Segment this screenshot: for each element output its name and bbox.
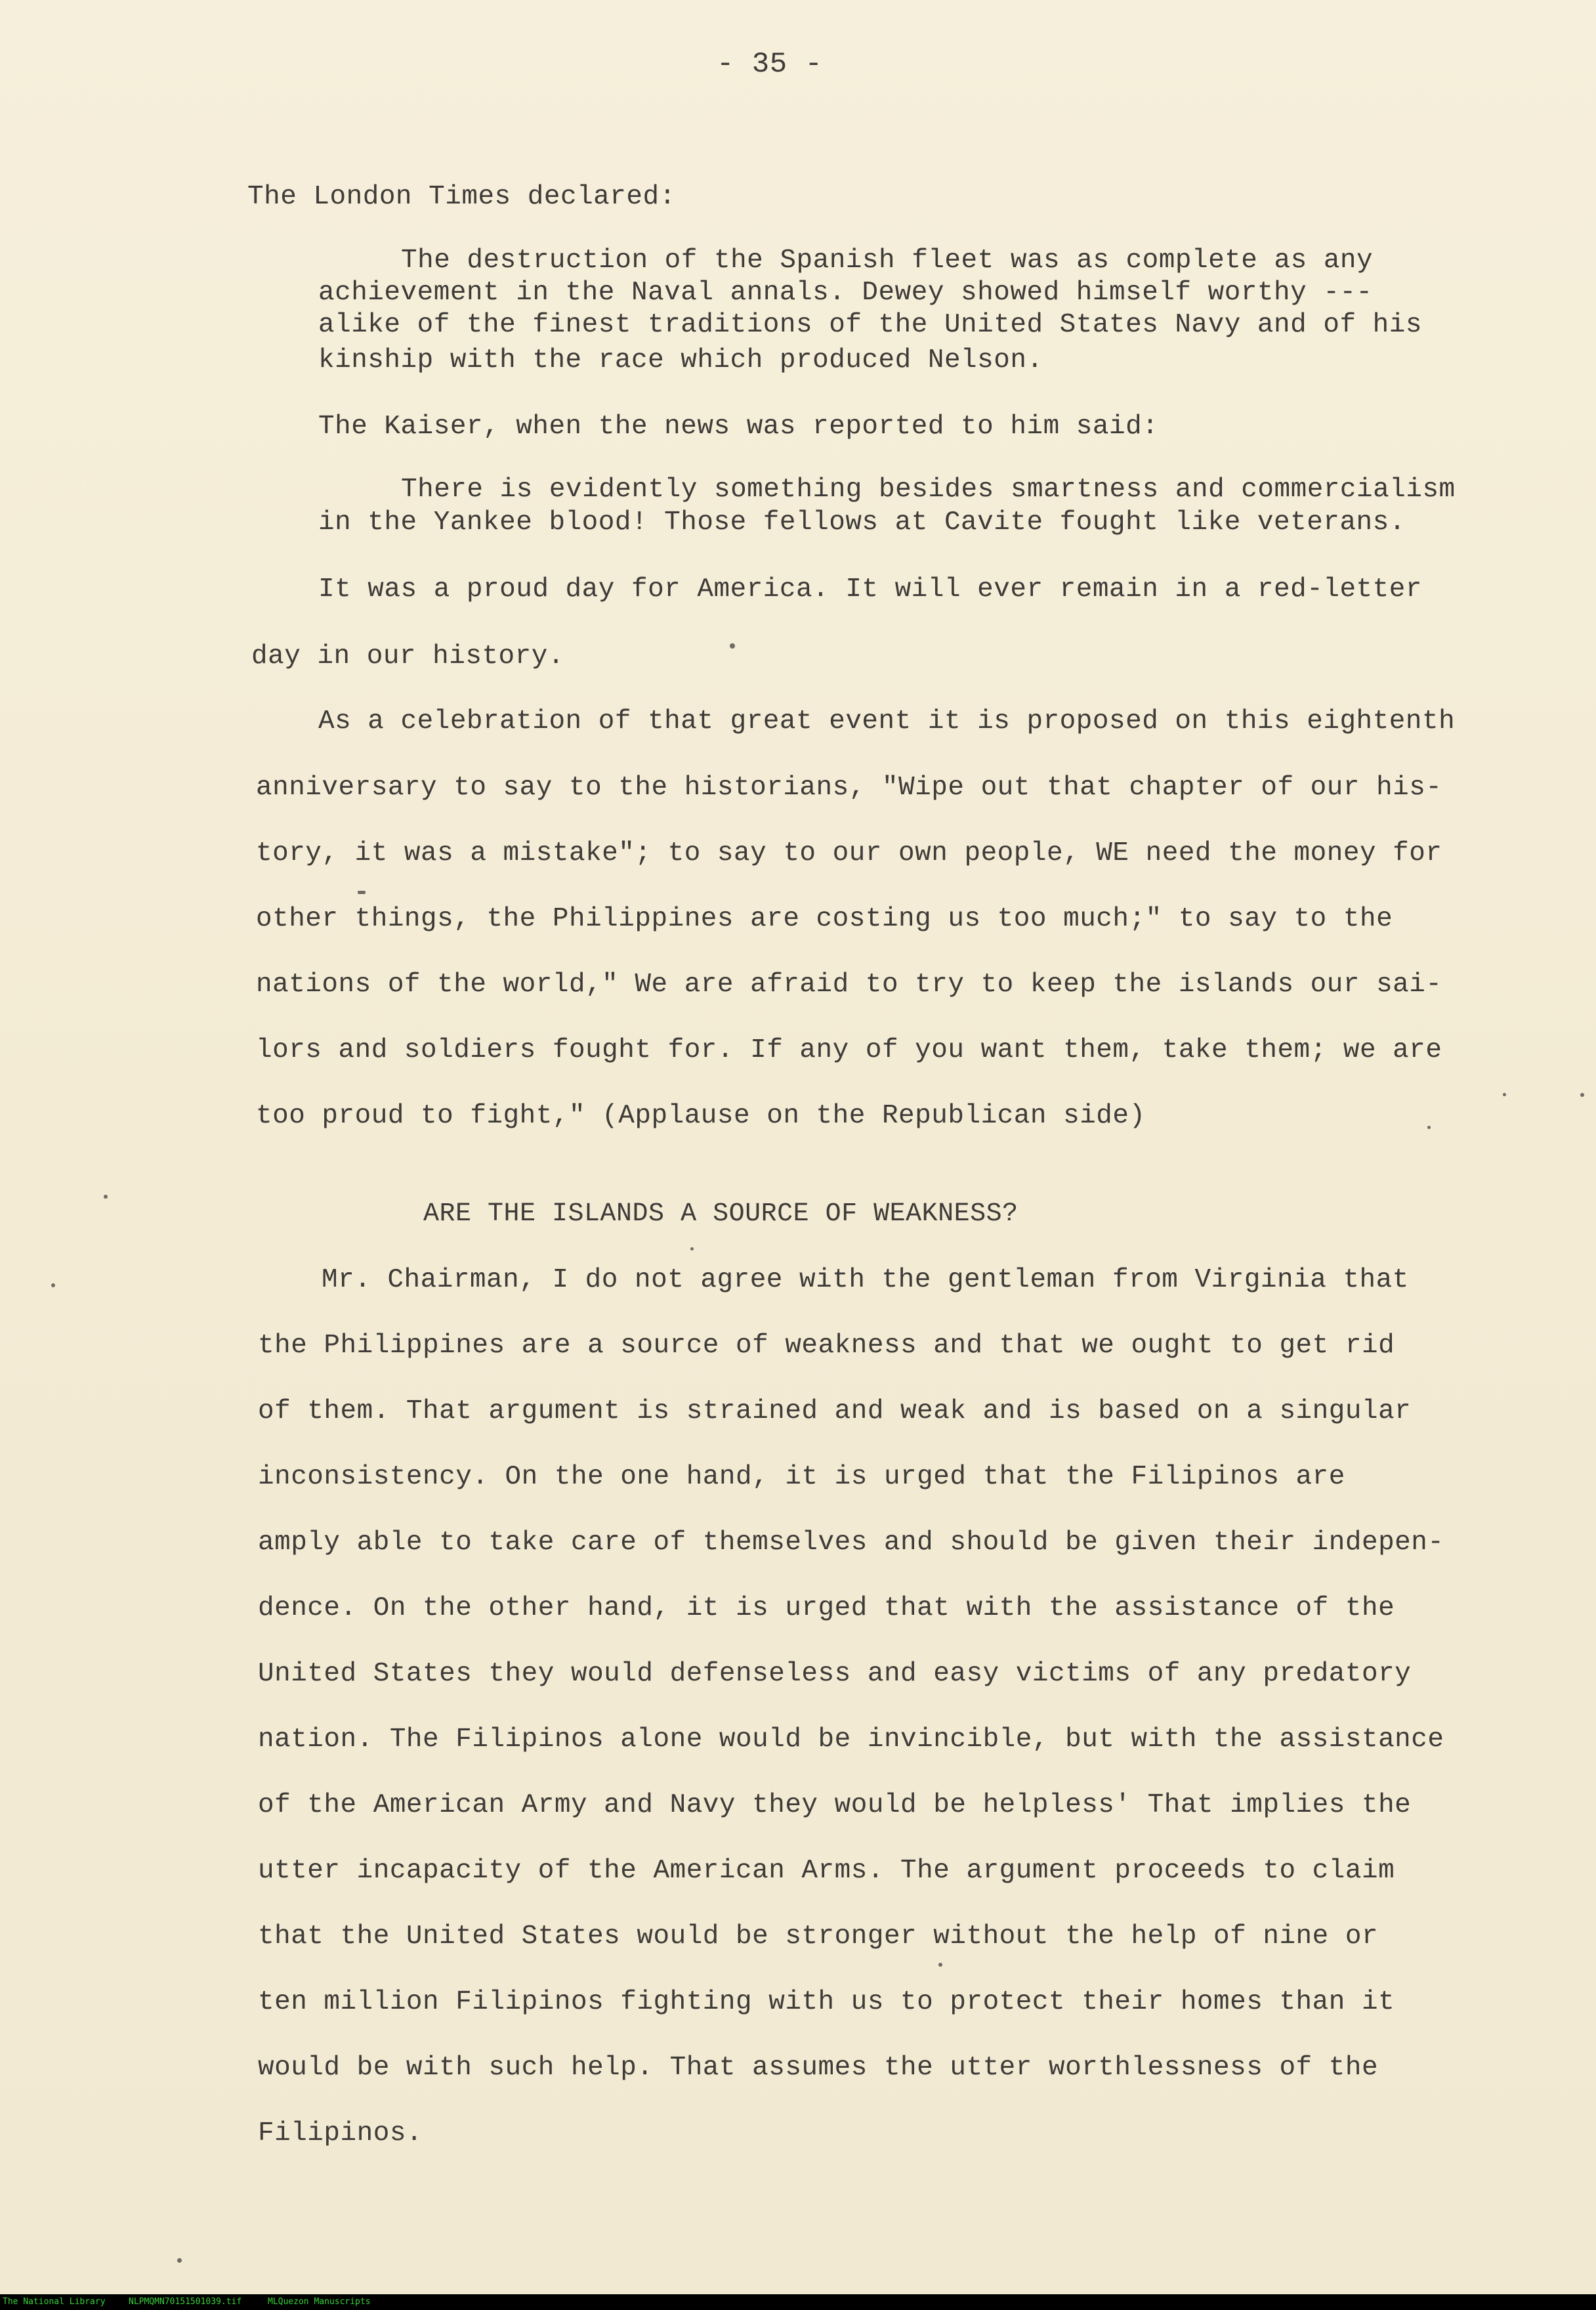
text-line: The London Times declared: <box>247 182 676 212</box>
text-line: would be with such help. That assumes the utter worthlessness of the <box>258 2053 1379 2083</box>
quote-line: The destruction of the Spanish fleet was as complete as any <box>401 246 1374 276</box>
paper-speck <box>1503 1093 1506 1096</box>
text-line: of the American Army and Navy they would be helpless' That implies the <box>258 1790 1412 1820</box>
text-line: amply able to take care of themselves and should be given their indepen- <box>258 1528 1444 1558</box>
scan-footer-bar <box>0 2294 1596 2310</box>
text-line: day in our history. <box>251 641 564 672</box>
text-line: Filipinos. <box>258 2118 423 2149</box>
text-line: lors and soldiers fought for. If any of you want them, take them; we are <box>256 1035 1442 1065</box>
text-line: utter incapacity of the American Arms. The argument proceeds to claim <box>258 1856 1395 1886</box>
paper-speck <box>177 2258 182 2263</box>
text-line: inconsistency. On the one hand, it is urged that the Filipinos are <box>258 1462 1345 1492</box>
paper-speck <box>1427 1126 1431 1129</box>
text-line: anniversary to say to the historians, "Wipe out that chapter of our his- <box>256 773 1442 803</box>
paper-speck <box>730 643 735 649</box>
section-heading: ARE THE ISLANDS A SOURCE OF WEAKNESS? <box>423 1199 1018 1229</box>
quote-line: achievement in the Naval annals. Dewey showed himself worthy --- <box>318 278 1373 308</box>
text-line: It was a proud day for America. It will ever remain in a red-letter <box>318 574 1422 605</box>
text-line: The Kaiser, when the news was reported to him said: <box>318 412 1159 442</box>
quote-line: There is evidently something besides smartness and commercialism <box>401 475 1456 505</box>
text-line: too proud to fight," (Applause on the Republican side) <box>256 1101 1146 1131</box>
paper-speck <box>1580 1093 1584 1097</box>
paper-speck <box>104 1195 108 1199</box>
text-line: other things, the Philippines are costing us too much;" to say to the <box>256 904 1393 934</box>
quote-line: in the Yankee blood! Those fellows at Cavite fought like veterans. <box>318 507 1406 538</box>
text-line: the Philippines are a source of weakness and that we ought to get rid <box>258 1331 1395 1361</box>
page-number: - 35 - <box>717 48 823 81</box>
footer-collection: MLQuezon Manuscripts <box>268 2297 371 2307</box>
text-line: tory, it was a mistake"; to say to our own people, WE need the money for <box>256 838 1442 868</box>
text-line: dence. On the other hand, it is urged that with the assistance of the <box>258 1593 1395 1623</box>
quote-line: alike of the finest traditions of the United States Navy and of his <box>318 310 1422 340</box>
paper-speck <box>690 1247 694 1251</box>
text-line: United States they would defenseless and easy victims of any predatory <box>258 1659 1412 1689</box>
paper-speck <box>938 1963 942 1967</box>
text-line: Mr. Chairman, I do not agree with the gentleman from Virginia that <box>322 1265 1409 1295</box>
footer-library: The National Library <box>3 2297 106 2307</box>
text-line: nations of the world," We are afraid to try to keep the islands our sai- <box>256 970 1442 1000</box>
text-line: that the United States would be stronger without the help of nine or <box>258 1921 1379 1952</box>
paper-speck <box>51 1283 55 1287</box>
text-line: ten million Filipinos fighting with us to protect their homes than it <box>258 1987 1395 2017</box>
text-line: nation. The Filipinos alone would be invincible, but with the assistance <box>258 1724 1444 1755</box>
quote-line: kinship with the race which produced Nelson. <box>318 345 1043 375</box>
paper-speck <box>358 891 366 894</box>
footer-filename: NLPMQMN70151501039.tif <box>129 2297 242 2307</box>
text-line: As a celebration of that great event it is proposed on this eightenth <box>318 706 1456 737</box>
text-line: of them. That argument is strained and weak and is based on a singular <box>258 1396 1412 1426</box>
